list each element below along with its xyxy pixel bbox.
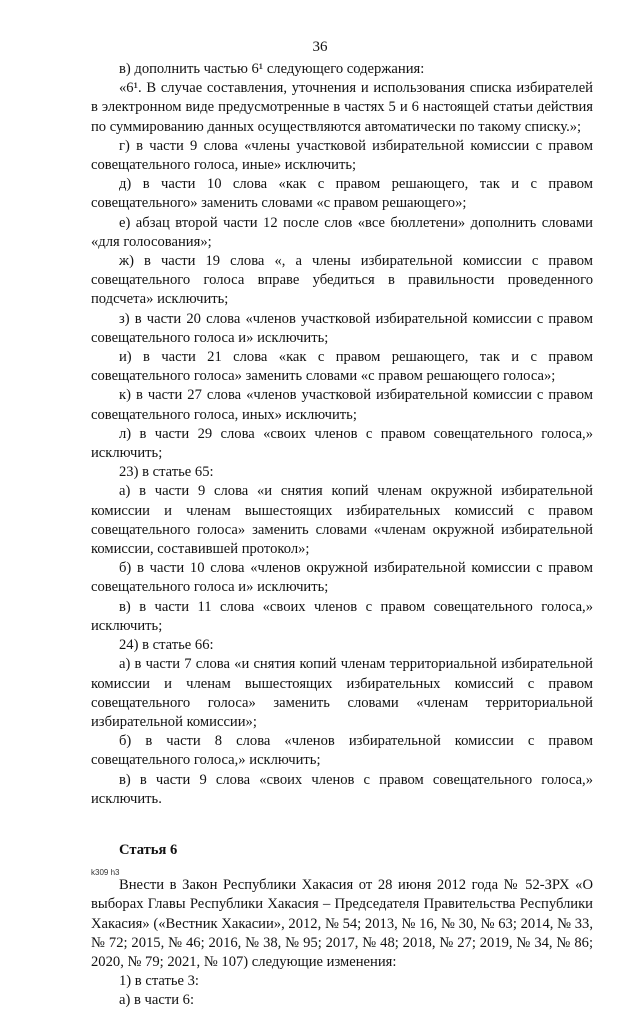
paragraph: ж) в части 19 слова «, а члены избирательной комиссии с правом совещательного голоса вправе убедиться в правильности проведенного подсчета» исключить; xyxy=(91,253,593,308)
paragraph: 24) в статье 66: xyxy=(119,637,214,654)
paragraph: а) в части 9 слова «и снятия копий членам окружной избирательной комиссии и членам вышестоящих избирательных комиссий с правом совещательного голоса» заменить словами «членам окружной избирательной комиссии, составившей протокол»; xyxy=(91,483,593,558)
paragraph: в) дополнить частью 6¹ следующего содержания: xyxy=(119,61,425,77)
paragraph: Внести в Закон Республики Хакасия от 28 июня 2012 года № 52-ЗРХ «О выборах Главы Республики Хакасия – Председателя Правительства Республики Хакасия» («Вестник Хакасии», 2012, № 54; 2013, № 16, № 30, № 63; 2014, № 33, № 72; 2015, № 46; 2016, № 38, № 95; 2017, № 48; 2018, № 27; 2019, № 34, № 86; 2020, № 79; 2021, № 107) следующие изменения: xyxy=(91,877,593,970)
paragraph: и) в части 21 слова «как с правом решающего, так и с правом совещательного голоса» заменить словами «с правом решающего голоса»; xyxy=(91,349,593,385)
document-body xyxy=(91,60,593,1011)
article-heading: Статья 6 xyxy=(119,841,178,858)
paragraph: в) в части 11 слова «своих членов с правом совещательного голоса,» исключить; xyxy=(91,598,593,634)
paragraph: з) в части 20 слова «членов участковой избирательной комиссии с правом совещательного голоса и» исключить; xyxy=(91,310,593,346)
footer-code: k309 h3 xyxy=(91,868,120,877)
paragraph: г) в части 9 слова «члены участковой избирательной комиссии с правом совещательного голоса, иные» исключить; xyxy=(91,137,593,174)
paragraph: в) в части 9 слова «своих членов с правом совещательного голоса,» исключить. xyxy=(91,771,593,807)
paragraph: а) в части 6: xyxy=(119,992,195,1009)
paragraph: 1) в статье 3: xyxy=(119,973,199,990)
paragraph: л) в части 29 слова «своих членов с правом совещательного голоса,» исключить; xyxy=(91,425,593,462)
paragraph: 23) в статье 65: xyxy=(119,464,214,481)
page-number: 36 xyxy=(312,39,328,55)
paragraph: д) в части 10 слова «как с правом решающего, так и с правом совещательного» заменить словами «с правом решающего»; xyxy=(91,176,593,212)
paragraph: е) абзац второй части 12 после слов «все бюллетени» дополнить словами «для голосования»; xyxy=(91,214,593,250)
paragraph: «6¹. В случае составления, уточнения и использования списка избирателей в электронном виде предусмотренные в частях 5 и 6 настоящей статьи действия по суммированию данных осуществляются автоматически по такому списку.»; xyxy=(91,80,593,135)
section-gap xyxy=(91,809,593,829)
paragraph: а) в части 7 слова «и снятия копий членам территориальной избирательной комиссии и членам вышестоящих избирательных комиссий с правом совещательного голоса» заменить словами «членам территориальной избирательной комиссии»; xyxy=(91,656,593,730)
paragraph: к) в части 27 слова «членов участковой избирательной комиссии с правом совещательного голоса, иных» исключить; xyxy=(91,387,593,423)
paragraph: б) в части 10 слова «членов окружной избирательной комиссии с правом совещательного голоса и» исключить; xyxy=(91,560,593,596)
paragraph: б) в части 8 слова «членов избирательной комиссии с правом совещательного голоса,» исключить; xyxy=(91,733,593,769)
